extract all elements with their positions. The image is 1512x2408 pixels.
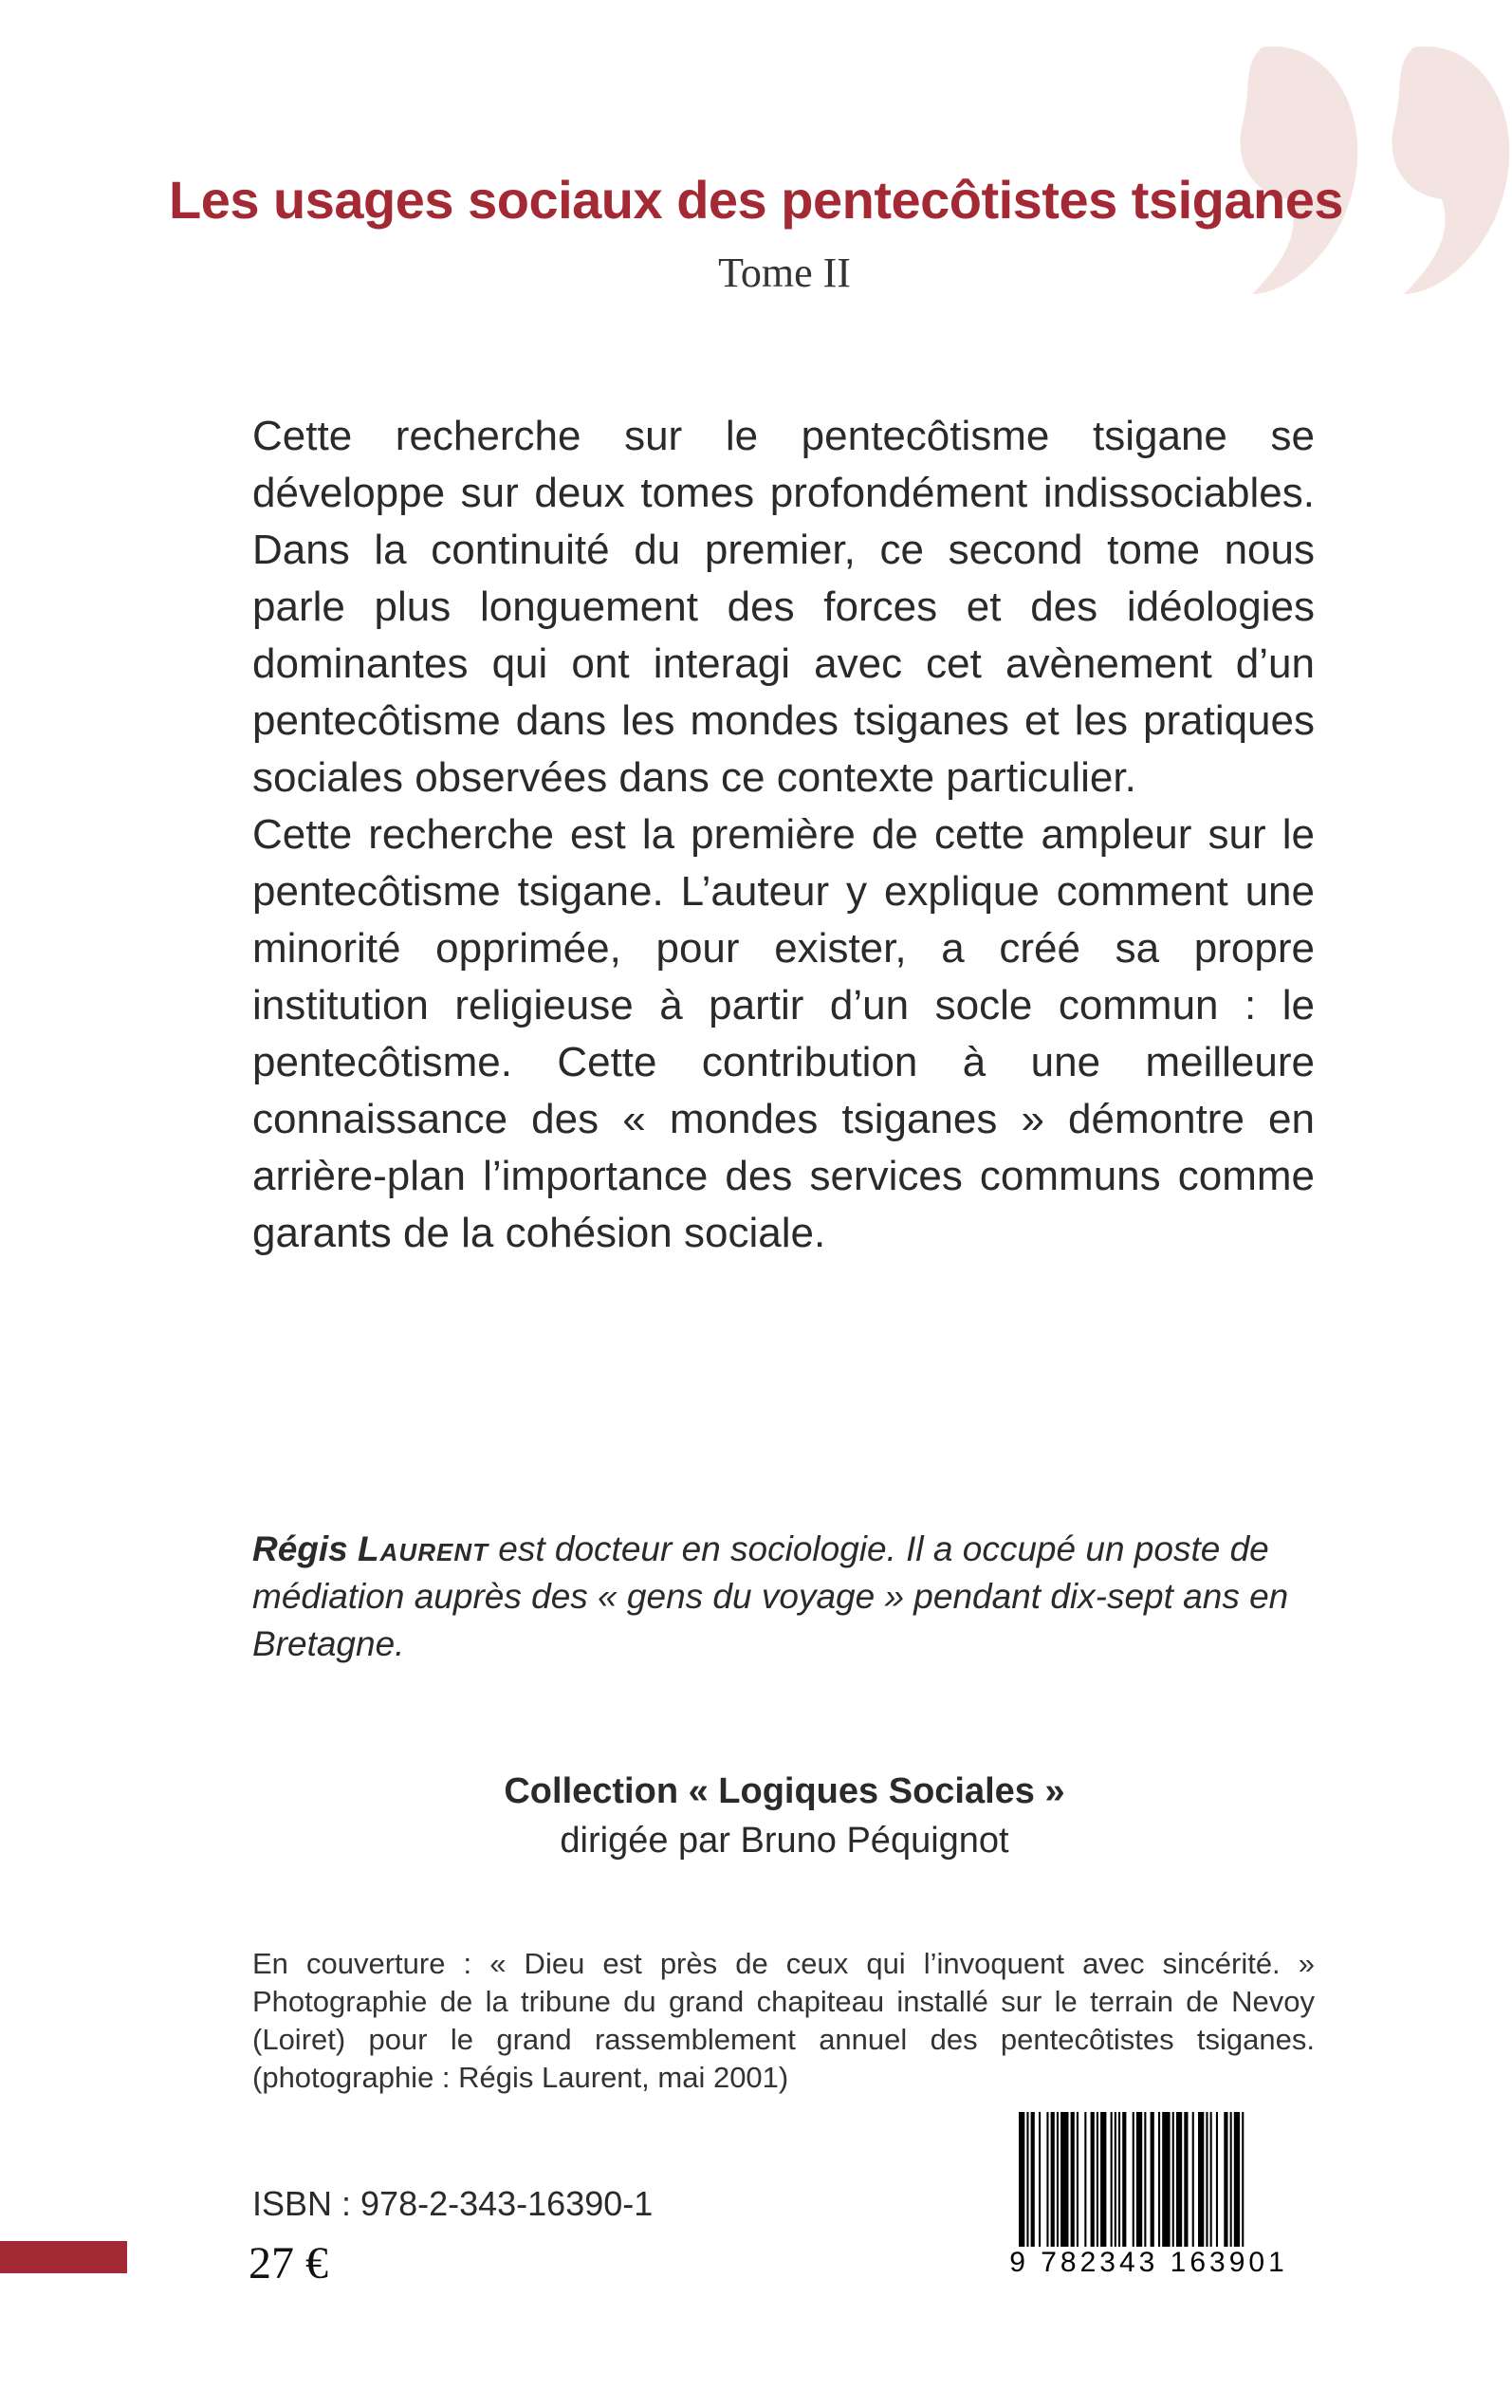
barcode-bar <box>1192 2112 1194 2254</box>
barcode-bar <box>1111 2112 1113 2254</box>
barcode-bar <box>1077 2112 1079 2254</box>
isbn: ISBN : 978-2-343-16390-1 <box>252 2184 654 2223</box>
cover-note <box>252 1945 1315 2097</box>
barcode-bar <box>1057 2112 1059 2254</box>
author-last-name: Laurent <box>358 1529 489 1568</box>
barcode-bar <box>1118 2112 1120 2254</box>
cover-note-line: (Loiret) pour le grand rassemblement annuel des pentecôtistes tsiganes. <box>252 2023 1315 2056</box>
author-bio-text: est docteur en sociologie. Il a occupé un poste de médiation auprès des « gens du voyage » pendant dix-sept ans en Bretagne. <box>252 1529 1289 1663</box>
barcode-bar <box>1198 2112 1204 2254</box>
summary-text <box>252 408 1315 1262</box>
summary-paragraph: Cette recherche sur le pentecôtisme tsigane se développe sur deux tomes profondément indissociables. Dans la continuité du premier, ce second tome nous parle plus longuement des forces et des idéologies dominantes qui ont interagi avec cet avènement d’un pentecôtisme dans les mondes tsiganes et les pratiques sociales observées dans ce contexte particulier. <box>252 413 1315 801</box>
barcode-bar <box>1172 2112 1174 2254</box>
collection-director: dirigée par Bruno Péquignot <box>560 1821 1009 1861</box>
barcode-bar <box>1031 2112 1035 2254</box>
barcode-digits: 9 782343 163901 <box>992 2247 1305 2279</box>
cover-note-line: (photographie : Régis Laurent, mai 2001) <box>252 2061 789 2094</box>
barcode-bar <box>1046 2112 1048 2254</box>
barcode-bar <box>1100 2112 1106 2254</box>
author-bio <box>252 1526 1315 1668</box>
barcode-bar <box>1158 2112 1160 2254</box>
price: 27 € <box>249 2238 328 2288</box>
barcode-bar <box>1039 2112 1041 2254</box>
barcode-bar <box>1071 2112 1075 2254</box>
author-first-name: Régis <box>252 1529 348 1568</box>
barcode-bar <box>1051 2112 1055 2254</box>
summary-paragraph: Cette recherche est la première de cette ampleur sur le pentecôtisme tsigane. L’auteur y explique comment une minorité opprimée, pour exister, a créé sa propre institution religieuse à partir d’un socle commun : le pentecôtisme. Cette contribution à une meilleure connaissance des « mondes tsiganes » démontre en arrière-plan l’importance des services communs comme garants de la cohésion sociale. <box>252 811 1315 1256</box>
barcode-bar <box>1136 2112 1142 2254</box>
barcode-bar <box>1176 2112 1182 2254</box>
barcode-bar <box>1060 2112 1068 2254</box>
barcode-bar <box>1224 2112 1227 2254</box>
collection-block <box>0 1767 1512 1865</box>
barcode-bar <box>1151 2112 1154 2254</box>
barcode-bar <box>1210 2112 1212 2254</box>
barcode-bar <box>1115 2112 1116 2254</box>
barcode-bar <box>1206 2112 1208 2254</box>
barcode-bar <box>1097 2112 1098 2254</box>
cover-note-line: En couverture : « Dieu est près de ceux qui l’invoquent avec sincérité. » <box>252 1947 1315 1980</box>
barcode-bar <box>1084 2112 1086 2254</box>
accent-bar <box>0 2241 127 2273</box>
barcode-bar <box>1230 2112 1232 2254</box>
barcode-bar <box>1216 2112 1218 2254</box>
barcode-bar <box>1184 2112 1188 2254</box>
collection-name: Collection « Logiques Sociales » <box>504 1771 1065 1811</box>
volume-label: Tome II <box>718 250 851 296</box>
barcode-bar <box>1162 2112 1170 2254</box>
barcode-bar <box>1144 2112 1146 2254</box>
book-title: Les usages sociaux des pentecôtistes tsiganes <box>168 170 1344 230</box>
cover-note-line: Photographie de la tribune du grand chapiteau installé sur le terrain de Nevoy <box>252 1985 1315 2018</box>
barcode-bar <box>1091 2112 1095 2254</box>
